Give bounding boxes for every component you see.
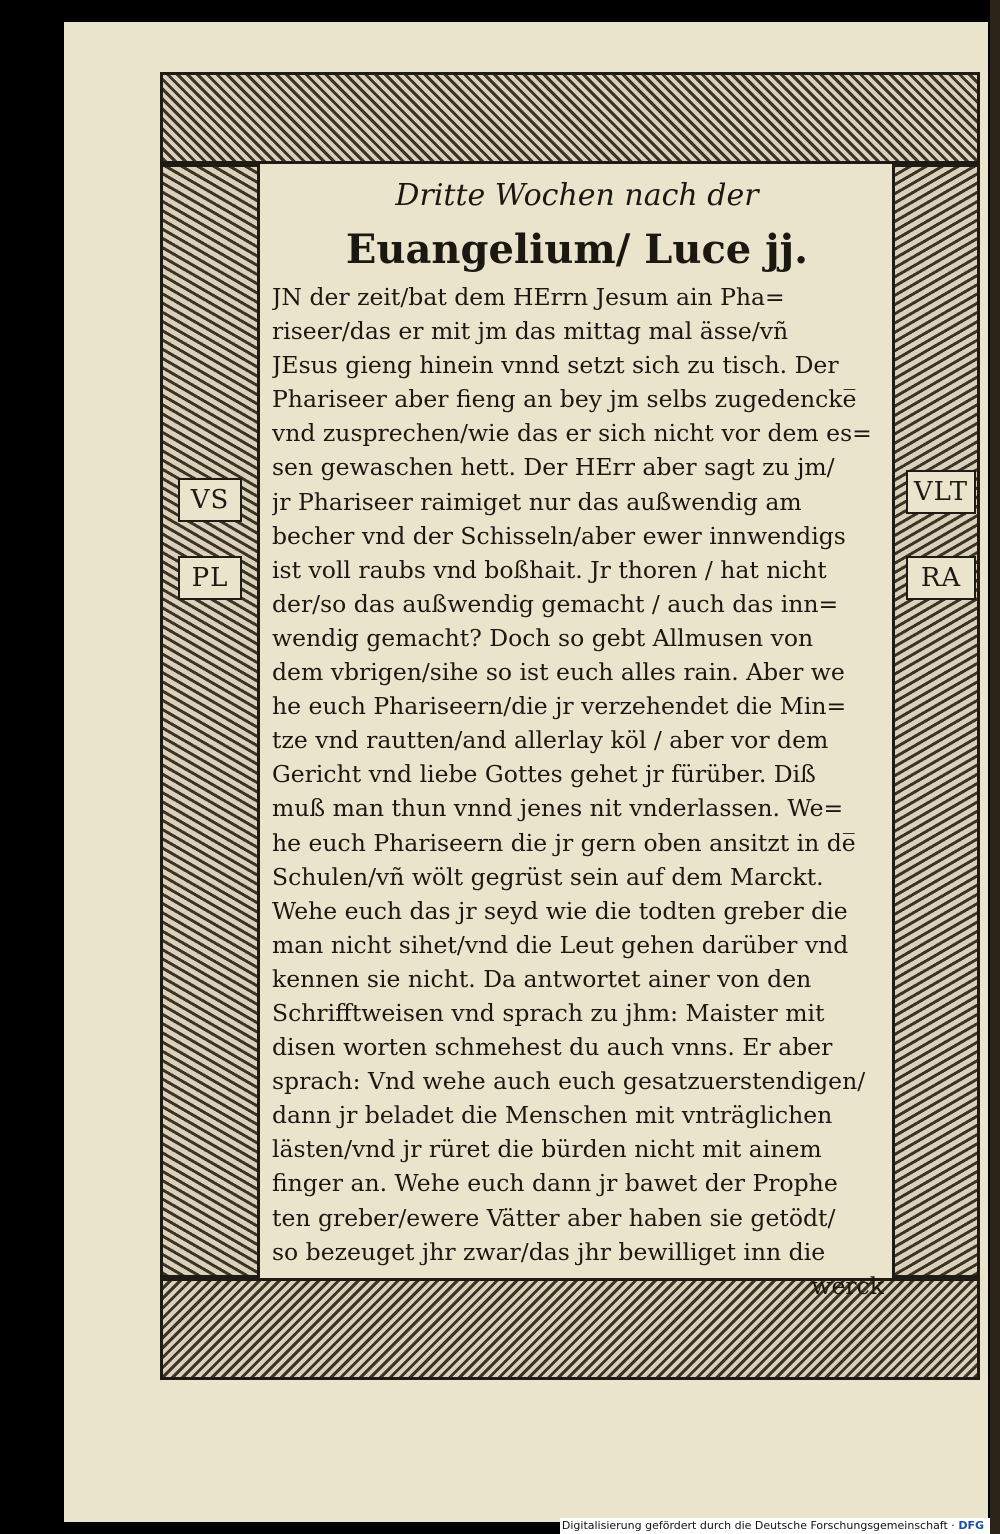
text-line: muß man thun vnnd jenes nit vnderlassen. We= — [272, 794, 844, 823]
text-line: ist voll raubs vnd boßhait. Jr thoren / hat nicht — [272, 555, 827, 584]
catchword: werck — [811, 1271, 884, 1300]
text-line: dann jr beladet die Menschen mit vnträglichen — [272, 1101, 833, 1130]
text-line: dem vbrigen/sihe so ist euch alles rain. Aber we — [272, 658, 845, 687]
text-line: tze vnd rautten/and allerlay köl / aber vor dem — [272, 726, 829, 755]
text-line: finger an. Wehe euch dann jr bawet der Prophe — [272, 1169, 838, 1198]
woodcut-border-right — [892, 164, 980, 1278]
woodcut-border-top — [160, 72, 980, 164]
text-line: Schulen/vñ wölt gegrüst sein auf dem Marckt. — [272, 862, 824, 891]
dfg-logo: DFG — [958, 1519, 984, 1532]
text-line: jr Phariseer raimiget nur das außwendig am — [272, 487, 802, 516]
text-block — [268, 172, 886, 1300]
text-line: lästen/vnd jr rüret die bürden nicht mit ainem — [272, 1135, 822, 1164]
border-label-vs: VS — [178, 478, 242, 522]
page-heading-line2: Euangelium/ Luce jj. — [345, 226, 809, 273]
text-line: so bezeuget jhr zwar/das jhr bewilliget inn die — [272, 1237, 826, 1266]
body-text — [272, 280, 884, 1303]
text-line: becher vnd der Schisseln/aber ewer innwendigs — [272, 521, 846, 550]
text-line: man nicht sihet/vnd die Leut gehen darüber vnd — [272, 930, 849, 959]
text-line: he euch Phariseern die jr gern oben ansitzt in de̅ — [272, 828, 856, 857]
text-line: kennen sie nicht. Da antwortet ainer von den — [272, 964, 812, 993]
text-line: wendig gemacht? Doch so gebt Allmusen von — [272, 623, 814, 652]
border-label-pl: PL — [178, 556, 242, 600]
text-line: Wehe euch das jr seyd wie die todten greber die — [272, 896, 848, 925]
woodcut-border-left — [160, 164, 260, 1278]
text-line: JEsus gieng hinein vnnd setzt sich zu tisch. Der — [272, 351, 839, 380]
text-line: vnd zusprechen/wie das er sich nicht vor dem es= — [272, 419, 872, 448]
text-line: JN der zeit/bat dem HErrn Jesum ain Pha= — [272, 283, 785, 311]
text-line: Schrifftweisen vnd sprach zu jhm: Maister mit — [272, 998, 825, 1027]
text-line: ten greber/ewere Vätter aber haben sie getödt/ — [272, 1203, 836, 1232]
text-line: disen worten schmehest du auch vnns. Er aber — [272, 1033, 833, 1062]
text-line: Phariseer aber fieng an bey jm selbs zugedencke̅ — [272, 385, 857, 414]
text-line: he euch Phariseern/die jr verzehendet die Min= — [272, 692, 847, 721]
footer-text: Digitalisierung gefördert durch die Deutsche Forschungsgemeinschaft — [561, 1519, 948, 1532]
text-line: riseer/das er mit jm das mittag mal ässe/vñ — [272, 317, 789, 346]
text-line: der/so das außwendig gemacht / auch das inn= — [272, 589, 839, 618]
book-spine — [990, 0, 1000, 1534]
text-line: sen gewaschen hett. Der HErr aber sagt zu jm/ — [272, 453, 835, 482]
digitization-footer: Digitalisierung gefördert durch die Deutsche Forschungsgemeinschaft · DFG — [560, 1518, 990, 1534]
text-line: Gericht vnd liebe Gottes gehet jr fürüber. Diß — [272, 760, 816, 789]
text-line: sprach: Vnd wehe auch euch gesatzuerstendigen/ — [272, 1067, 866, 1096]
border-label-vlt: VLT — [906, 470, 976, 514]
page-heading-line1: Dritte Wochen nach der — [395, 178, 759, 213]
border-label-ra: RA — [906, 556, 976, 600]
